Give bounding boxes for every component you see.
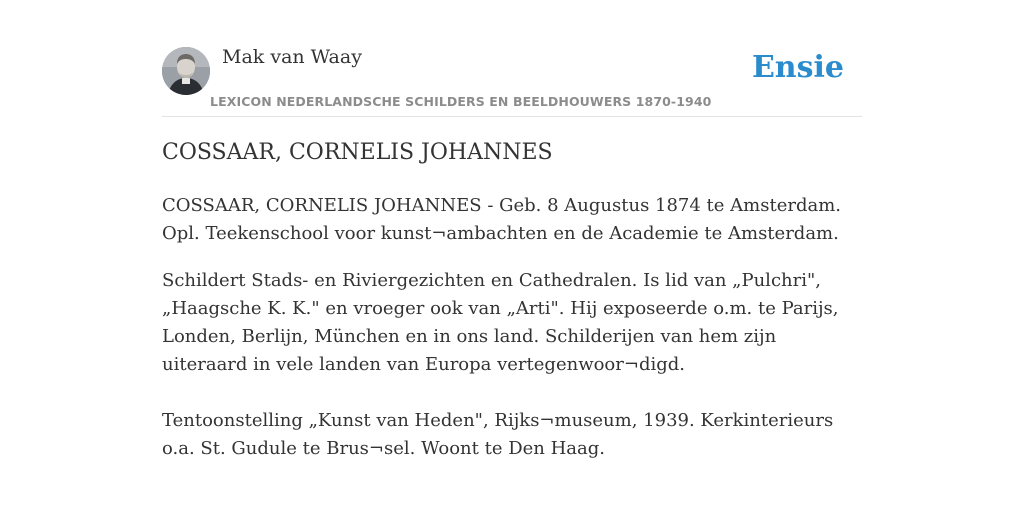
author-avatar[interactable] [162,47,210,95]
page [162,0,862,459]
author-portrait-icon [162,47,210,95]
article-body [162,192,862,482]
article-paragraph: COSSAAR, CORNELIS JOHANNES - Geb. 8 Augustus 1874 te Amsterdam. Opl. Teekenschool voor kunst¬ambachten en de Academie te Amsterdam. [162,195,841,244]
article-paragraph: Schildert Stads- en Riviergezichten en Cathedralen. Is lid van „Pulchri", „Haagsche K. K." en vroeger ook van „Arti". Hij exposeerde o.m. te Parijs, Londen, Berlijn, München en in ons land. Schilderijen van hem zijn uiteraard in vele landen van Europa vertegenwoor¬digd. [162,270,839,375]
lexicon-subtitle[interactable]: LEXICON NEDERLANDSCHE SCHILDERS EN BEELDHOUWERS 1870-1940 [210,94,712,109]
ensie-logo[interactable]: Ensie [751,50,844,85]
header [162,0,862,117]
author-name[interactable]: Mak van Waay [222,46,362,68]
article-paragraph: Tentoonstelling „Kunst van Heden", Rijks¬museum, 1939. Kerkinterieurs o.a. St. Gudule te Brus¬sel. Woont te Den Haag. [162,410,834,459]
page-title: COSSAAR, CORNELIS JOHANNES [162,140,553,165]
